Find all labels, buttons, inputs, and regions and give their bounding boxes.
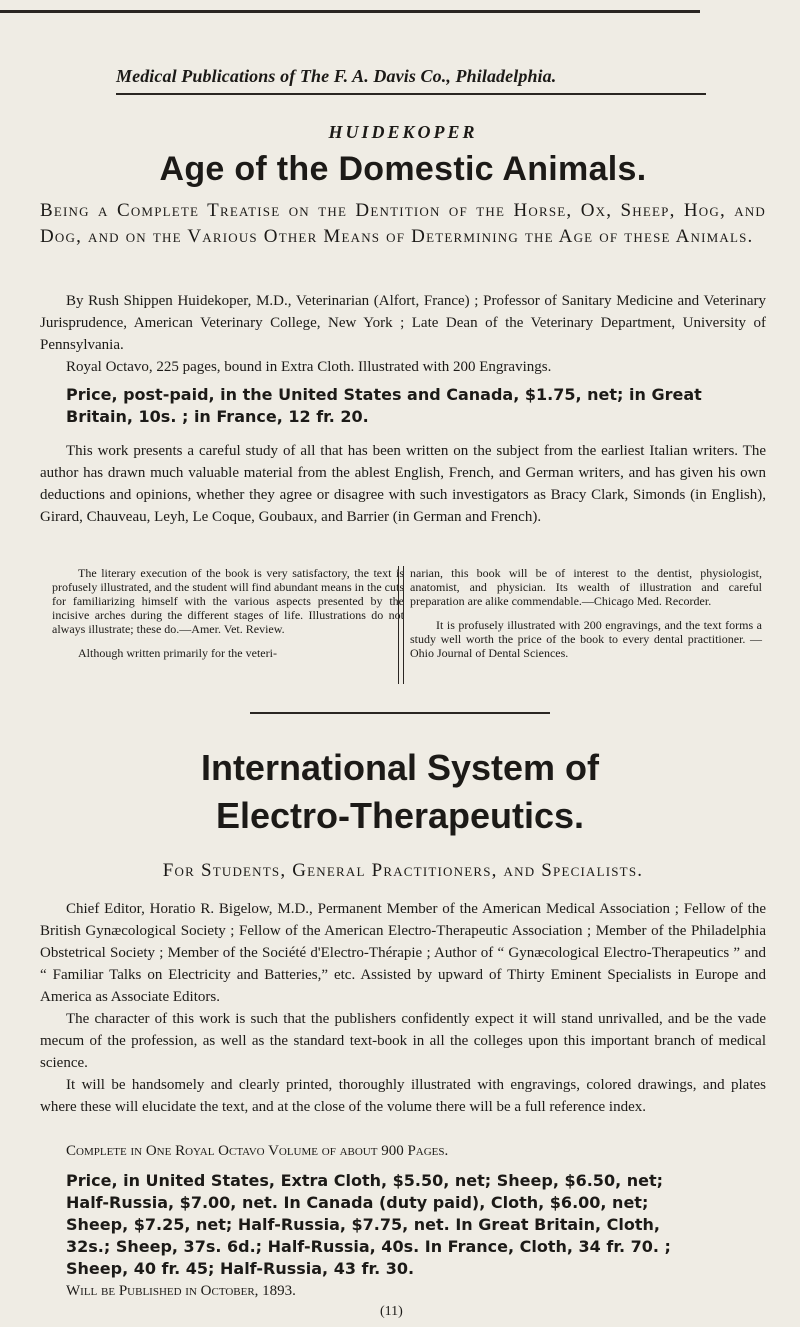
column-divider [398,566,404,684]
book-format: Royal Octavo, 225 pages, bound in Extra Cloth. Illustrated with 200 Engravings. [66,359,552,375]
review-column-right [410,566,762,660]
running-head-publications: Medical Publications of [116,66,296,86]
book-price: Price, post-paid, in the United States and Canada, $1.75, net; in Great Britain, 10s. ; in France, 12 fr. 20. [66,385,702,426]
review-amer-vet: The literary execution of the book is very satisfactory, the text is profusely illustrated, and the student will find abundant means in the cuts for familiarizing himself with the various aspects presented by the incisive arches during the different stages of life. Illustrations do not always illustrate; these do.—Amer. Vet. Review. [52,566,404,636]
book2-price: Price, in United States, Extra Cloth, $5.50, net; Sheep, $6.50, net; Half-Russia, $7.00, net. In Canada (duty paid), Cloth, $6.00, net; Sheep, $7.25, net; Half-Russia, $7.75, net. In Great Britain, Cloth, 32s.; Sheep, 37s. 6d.; Half-Russia, 40s. In France, Cloth, 34 fr. 70. ; Sheep, 40 fr. 45; Half-Russia, 43 fr. 30. [66,1171,671,1278]
book-byline: By Rush Shippen Huidekoper, M.D., Veterinarian (Alfort, France) ; Professor of Sanitary Medicine and Veterinary Jurisprudence, American Veterinary College, New York ; Late Dean of the Veterinary Department, University of Pennsylvania. [40,293,766,353]
review-continuation: Although written primarily for the veteri- [78,646,277,660]
section-divider [250,712,550,714]
book-audience: For Students, General Practitioners, and Specialists. [162,860,644,881]
handsome-paragraph: It will be handsomely and clearly printed, thoroughly illustrated with engravings, colored drawings, and plates where these will elucidate the text, and at the close of the volume there will be a full reference index. [40,1077,766,1115]
running-head-city: Philadelphia. [455,66,557,86]
publish-line: Will be Published in October, 1893. [66,1283,296,1299]
book-description: This work presents a careful study of all that has been written on the subject from the earliest Italian writers. The author has drawn much valuable material from the ablest English, French, and German writers, and has given his own deductions and opinions, whether they agree or disagree with such investigators as Bracy Clark, Simonds (in English), Girard, Chauveau, Leyh, Le Coque, Goubaux, and Barrier (in German and French). [40,443,766,525]
book-title-age-of-domestic-animals: Age of the Domestic Animals. [159,150,647,188]
top-edge-rule [0,10,700,13]
character-paragraph: The character of this work is such that the publishers confidently expect it will stand unrivalled, and be the vade mecum of the profession, as well as the standard text-book in all the colleges upon this important branch of medical science. [40,1011,766,1071]
running-head [116,66,716,87]
review-chicago-med: narian, this book will be of interest to the dentist, physiologist, anatomist, and physician. Its wealth of illustration and careful preparation are alike commendable.—Chicago Med. Recorder. [410,566,762,608]
header-rule [116,93,706,95]
book-title-electro-therapeutics: International System of Electro-Therapeutics. [200,747,600,836]
review-ohio-journal: It is profusely illustrated with 200 engravings, and the text forms a study well worth the price of the book to every dental practitioner. —Ohio Journal of Dental Sciences. [410,618,762,660]
running-head-publisher: The F. A. Davis Co., [299,66,451,86]
book-subtitle: Being a Complete Treatise on the Dentition of the Horse, Ox, Sheep, Hog, and Dog, and on the Various Other Means of Determining the Age of these Animals. [40,200,766,247]
editor-paragraph: Chief Editor, Horatio R. Bigelow, M.D., Permanent Member of the American Medical Association ; Fellow of the British Gynæcological Society ; Fellow of the American Electro-Therapeutic Association ; Member of the Philadelphia Obstetrical Society ; Member of the Société d'Electro-Thérapie ; Author of “ Gynæcological Electro-Therapeutics ” and “ Familiar Talks on Electricity and Batteries,” etc. Assisted by upward of Thirty Eminent Specialists in Europe and America as Associate Editors. [40,901,766,1005]
page-number: (11) [380,1304,403,1319]
volume-line: Complete in One Royal Octavo Volume of about 900 Pages. [66,1143,449,1159]
review-column-left [52,566,404,660]
author-heading: HUIDEKOPER [328,122,478,142]
